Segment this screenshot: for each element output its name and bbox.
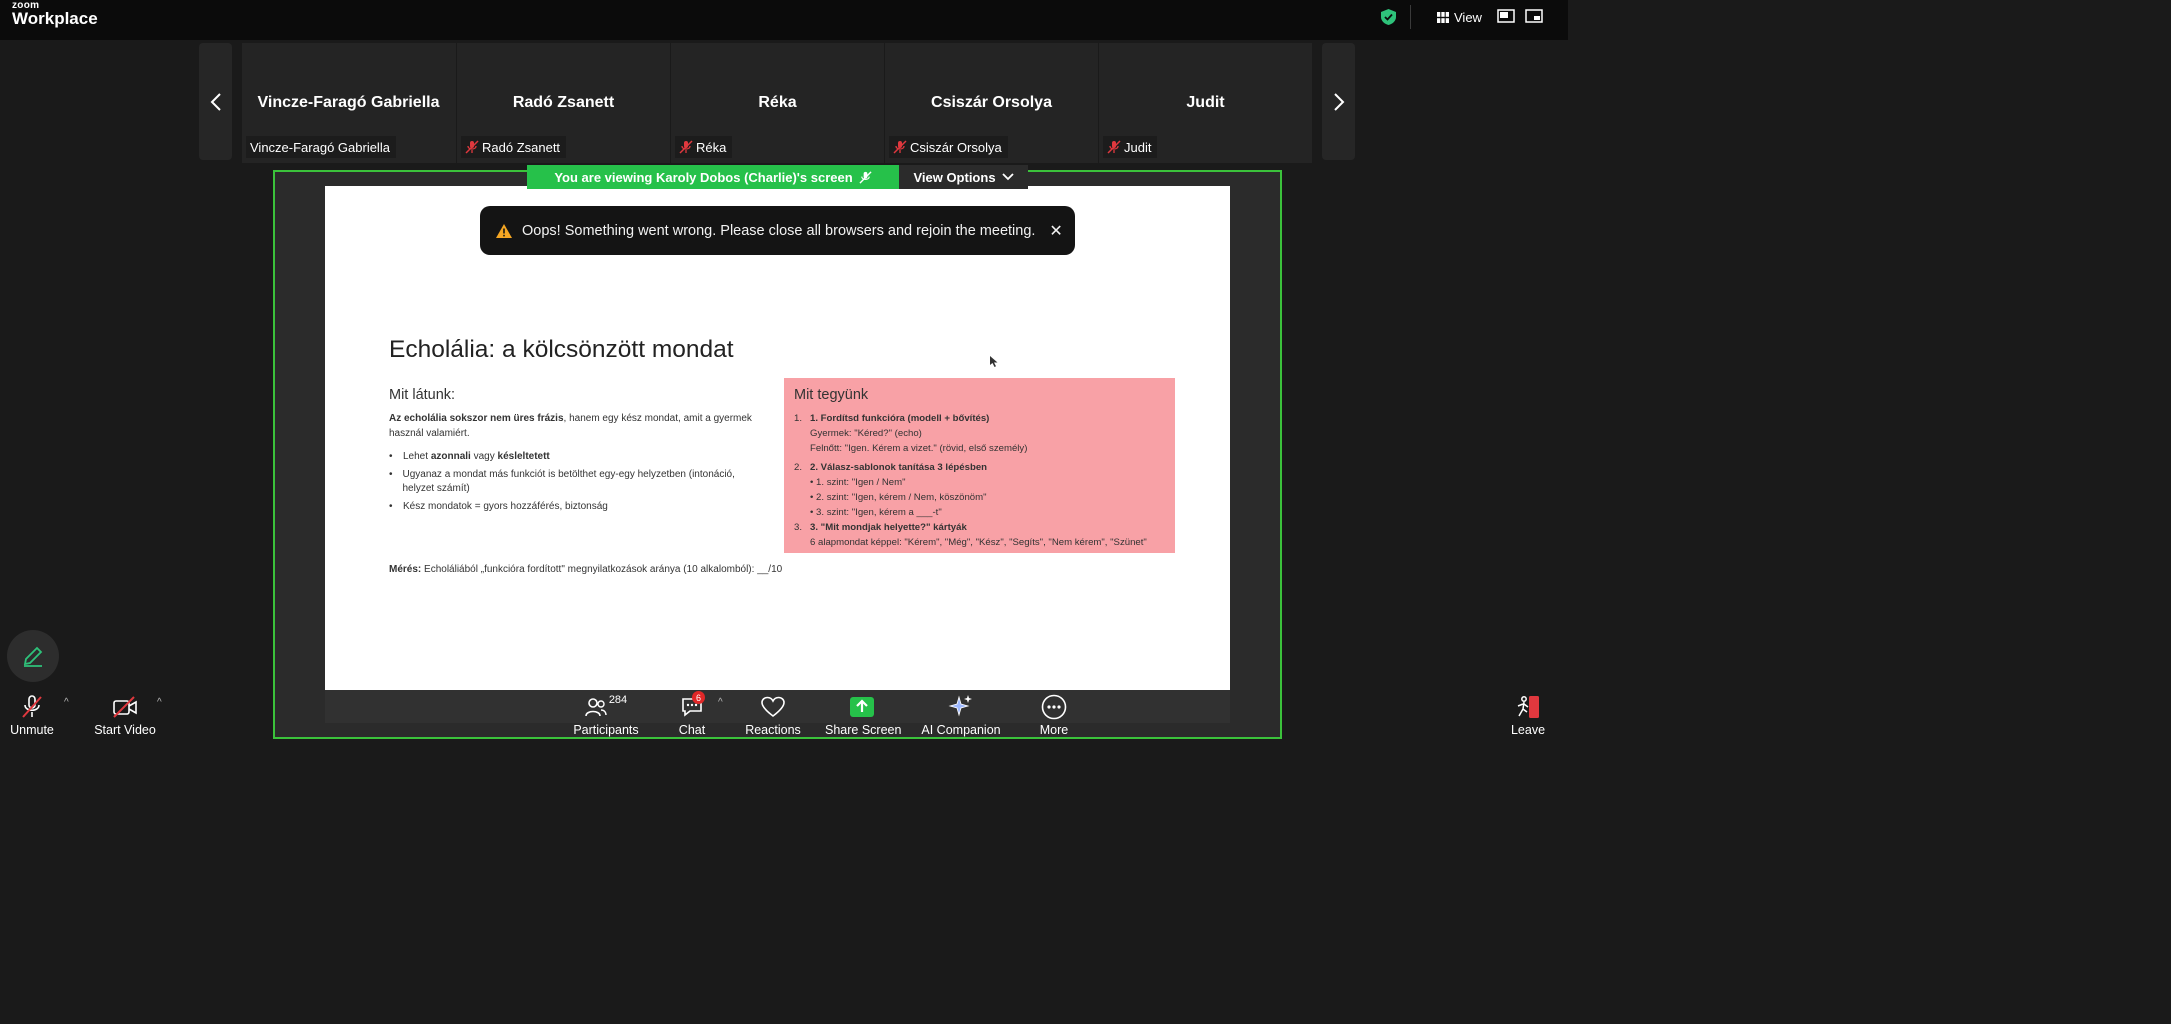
slide-right-heading: Mit tegyünk bbox=[794, 387, 869, 403]
participant-label-text: Csiszár Orsolya bbox=[910, 139, 1002, 155]
share-screen-icon bbox=[849, 696, 875, 718]
participant-tile[interactable] bbox=[670, 43, 884, 163]
muted-mic-icon bbox=[893, 140, 907, 154]
audio-options-caret[interactable]: ^ bbox=[64, 697, 69, 708]
unmute-button[interactable] bbox=[8, 694, 56, 737]
action-number: 3. bbox=[794, 522, 803, 533]
error-message: Oops! Something went wrong. Please close all browsers and rejoin the meeting. bbox=[522, 222, 1036, 239]
view-options-button[interactable] bbox=[899, 165, 1028, 189]
microphone-muted-icon bbox=[21, 695, 43, 719]
topbar-divider bbox=[1410, 5, 1411, 29]
gallery-next-button[interactable] bbox=[1322, 43, 1355, 160]
chevron-right-icon bbox=[1333, 93, 1345, 111]
chat-button[interactable] bbox=[672, 694, 712, 737]
start-video-label: Start Video bbox=[94, 723, 156, 737]
measure-text: Echoláliából „funkcióra fordított" megnyilatkozások aránya (10 alkalomból): __/10 bbox=[421, 564, 783, 575]
chat-unread-badge: 6 bbox=[692, 691, 705, 704]
video-options-caret[interactable]: ^ bbox=[157, 697, 162, 708]
gallery-prev-button[interactable] bbox=[199, 43, 232, 160]
leave-label: Leave bbox=[1510, 723, 1546, 737]
annotate-button[interactable] bbox=[7, 630, 59, 682]
action-number: 1. bbox=[794, 413, 803, 424]
slide-bullet: • Ugyanaz a mondat más funkciót is betölthet egy-egy helyzetben (intonáció, helyzet számít) bbox=[389, 468, 769, 497]
slide-intro-rest: , hanem egy kész mondat, amit a gyermek használ valamiért. bbox=[389, 413, 752, 439]
share-screen-label: Share Screen bbox=[825, 723, 902, 737]
slide-measure bbox=[389, 564, 782, 575]
participant-label bbox=[461, 136, 566, 158]
participant-tile[interactable] bbox=[242, 43, 455, 163]
measure-label: Mérés: bbox=[389, 564, 422, 575]
participant-name: Csiszár Orsolya bbox=[931, 94, 1052, 111]
encryption-shield-icon[interactable] bbox=[1381, 9, 1396, 25]
leave-button[interactable] bbox=[1506, 694, 1550, 737]
view-options-label: View Options bbox=[913, 169, 996, 185]
participant-label bbox=[1103, 136, 1157, 158]
bullet-text: Ugyanaz a mondat más funkciót is betölthet egy-egy helyzetben (intonáció, helyzet számít) bbox=[402, 468, 735, 494]
start-video-button[interactable] bbox=[92, 694, 158, 737]
leave-door-icon bbox=[1515, 694, 1541, 720]
warning-icon bbox=[496, 224, 512, 238]
participants-icon bbox=[585, 696, 607, 718]
participant-label-text: Réka bbox=[696, 139, 727, 155]
participants-button[interactable] bbox=[572, 694, 640, 737]
reactions-label: Reactions bbox=[745, 723, 801, 737]
muted-mic-icon bbox=[679, 140, 693, 154]
brand-small: zoom bbox=[12, 0, 40, 11]
action-line: Gyermek: "Kéred?" (echo) bbox=[810, 428, 922, 439]
participant-label-text: Judit bbox=[1124, 139, 1152, 155]
action-line: Felnőtt: "Igen. Kérem a vizet." (rövid, első személy) bbox=[810, 443, 1028, 454]
chevron-left-icon bbox=[210, 93, 222, 111]
muted-mic-icon bbox=[465, 140, 479, 154]
share-screen-button[interactable] bbox=[825, 694, 902, 737]
participant-label bbox=[889, 136, 1008, 158]
viewing-status bbox=[527, 165, 899, 189]
participant-name: Radó Zsanett bbox=[512, 94, 615, 111]
bullet-bold: azonnali bbox=[430, 451, 471, 462]
more-label: More bbox=[1039, 723, 1069, 737]
participant-label bbox=[246, 136, 396, 158]
participant-name: Réka bbox=[758, 94, 797, 111]
viewing-banner bbox=[527, 165, 1028, 189]
slide-left-heading: Mit látunk: bbox=[389, 387, 456, 403]
video-off-icon bbox=[112, 696, 138, 718]
action-item bbox=[794, 411, 1169, 426]
bullet-bold: késleltetett bbox=[497, 451, 550, 462]
toast-close-button[interactable]: ✕ bbox=[1049, 222, 1063, 240]
bullet-text: Lehet bbox=[403, 451, 431, 462]
slide-intro bbox=[389, 412, 764, 441]
slide-title: Echolália: a kölcsönzött mondat bbox=[389, 336, 734, 363]
action-heading: 3. "Mit mondjak helyette?" kártyák bbox=[810, 522, 967, 533]
ai-companion-button[interactable] bbox=[920, 694, 1002, 737]
participant-label bbox=[675, 136, 732, 158]
sharer-muted-icon bbox=[859, 171, 872, 184]
reactions-button[interactable] bbox=[744, 694, 802, 737]
participant-name: Judit bbox=[1186, 94, 1225, 111]
chat-label: Chat bbox=[678, 723, 706, 737]
participant-tile[interactable] bbox=[884, 43, 1098, 163]
view-label: View bbox=[1454, 9, 1482, 25]
more-button[interactable] bbox=[1032, 694, 1076, 737]
bullet-text: Kész mondatok = gyors hozzáférés, biztonság bbox=[403, 500, 608, 512]
view-button[interactable] bbox=[1437, 8, 1482, 26]
action-line: • 3. szint: "Igen, kérem a ___-t" bbox=[810, 507, 942, 518]
action-line: • 1. szint: "Igen / Nem" bbox=[810, 477, 906, 488]
participant-label-text: Vincze-Faragó Gabriella bbox=[250, 139, 390, 155]
action-heading: 2. Válasz-sablonok tanítása 3 lépésben bbox=[810, 462, 988, 473]
unmute-label: Unmute bbox=[10, 723, 54, 737]
top-bar bbox=[0, 0, 1568, 40]
action-line: 6 alapmondat képpel: "Kérem", "Még", "Kész", "Segíts", "Nem kérem", "Szünet" bbox=[810, 537, 1147, 548]
participants-count: 284 bbox=[608, 694, 628, 706]
ai-sparkle-icon bbox=[948, 694, 974, 720]
participant-tile[interactable] bbox=[456, 43, 670, 163]
ai-companion-label: AI Companion bbox=[921, 723, 1001, 737]
slide-bullets bbox=[389, 450, 769, 517]
participants-label: Participants bbox=[573, 723, 639, 737]
participant-name: Vincze-Faragó Gabriella bbox=[257, 94, 440, 111]
slide-action-list bbox=[794, 411, 1169, 550]
action-line: • 2. szint: "Igen, kérem / Nem, köszönöm" bbox=[810, 492, 987, 503]
participant-tile[interactable] bbox=[1098, 43, 1312, 163]
heart-icon bbox=[761, 696, 785, 718]
grid-view-icon bbox=[1437, 12, 1449, 23]
pencil-icon bbox=[21, 644, 45, 668]
remote-cursor-icon bbox=[990, 356, 998, 367]
chevron-down-icon bbox=[1002, 173, 1014, 181]
action-heading: 1. Fordítsd funkcióra (modell + bővítés) bbox=[810, 413, 990, 424]
chat-options-caret[interactable]: ^ bbox=[718, 697, 723, 708]
action-item bbox=[794, 520, 1169, 535]
more-icon bbox=[1041, 694, 1067, 720]
action-item bbox=[794, 460, 1169, 475]
gallery-strip bbox=[242, 43, 1312, 163]
action-number: 2. bbox=[794, 462, 803, 473]
viewing-status-text: You are viewing Karoly Dobos (Charlie)'s screen bbox=[554, 169, 853, 185]
muted-mic-icon bbox=[1107, 140, 1121, 154]
error-toast bbox=[480, 206, 1075, 255]
slide-intro-bold: Az echolália sokszor nem üres frázis bbox=[389, 413, 564, 424]
picture-in-picture-icon[interactable] bbox=[1497, 9, 1515, 23]
slide-bullet: • Lehet azonnali vagy késleltetett bbox=[389, 451, 550, 462]
minimize-window-icon[interactable] bbox=[1525, 9, 1543, 23]
brand-name: Workplace bbox=[12, 9, 98, 28]
bullet-text: vagy bbox=[470, 451, 498, 462]
slide-bullet: • Kész mondatok = gyors hozzáférés, biztonság bbox=[389, 500, 769, 515]
participant-label-text: Radó Zsanett bbox=[482, 139, 561, 155]
